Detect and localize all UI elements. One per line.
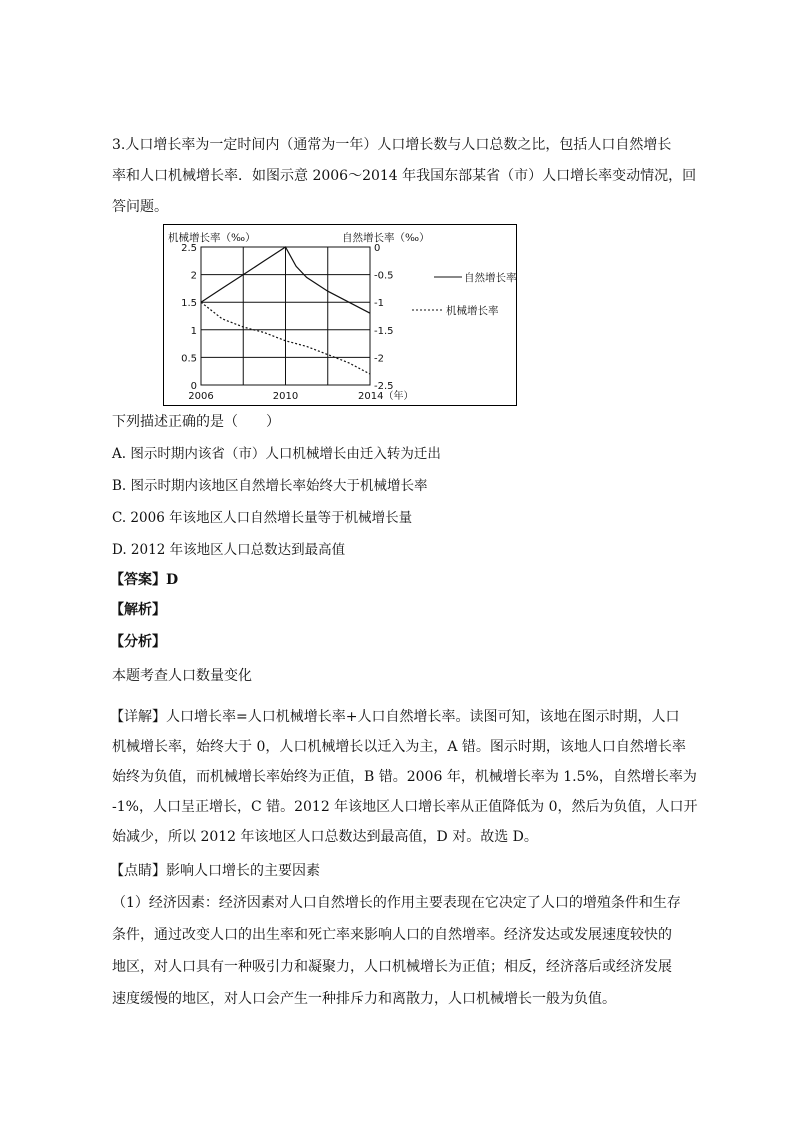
- detail-line-5: 始减少，所以 2012 年该地区人口总数达到最高值，D 对。故选 D。: [112, 829, 538, 845]
- x-tick-label: 2014（年）: [358, 391, 414, 402]
- detail-line-2: 机械增长率，始终大于 0，人口机械增长以迁入为主，A 错。图示时期，该地人口自然增长率: [112, 739, 686, 755]
- left-tick-label: 2.5: [181, 243, 197, 254]
- detail-line-1: 【详解】人口增长率=人口机械增长率+人口自然增长率。读图可知，该地在图示时期，人口: [110, 709, 680, 725]
- question-line-1: 3.人口增长率为一定时间内（通常为一年）人口增长数与人口总数之比，包括人口自然增长: [112, 137, 672, 153]
- tip-line-1: （1）经济因素：经济因素对人口自然增长的作用主要表现在它决定了人口的增殖条件和生存: [112, 895, 681, 911]
- right-tick-label: -0.5: [374, 270, 394, 282]
- right-tick-label: -1.5: [374, 325, 394, 337]
- left-axis-label: 机械增长率（‰）: [168, 232, 256, 244]
- tip-line-3: 地区，对人口具有一种吸引力和凝聚力，人口机械增长为正值；相反，经济落后或经济发展: [112, 959, 672, 975]
- tip-header: 【点睛】影响人口增长的主要因素: [110, 863, 320, 879]
- legend-migration-label: 机械增长率: [446, 305, 499, 317]
- right-axis-label: 自然增长率（‰）: [342, 232, 430, 244]
- fenxi-text: 本题考查人口数量变化: [112, 668, 252, 684]
- answer: 【答案】D: [110, 572, 179, 588]
- chart-svg: [164, 225, 516, 405]
- question-line-2: 率和人口机械增长率．如图示意 2006～2014 年我国东部某省（市）人口增长率变动情况，回: [112, 168, 697, 184]
- left-tick-label: 0: [190, 381, 197, 392]
- population-growth-chart: [163, 224, 517, 406]
- fenxi-header: 【分析】: [110, 634, 166, 650]
- question-prompt: 下列描述正确的是（ ）: [112, 414, 280, 430]
- detail-line-3: 始终为负值，而机械增长率始终为正值，B 错。2006 年，机械增长率为 1.5%，自然增长率为: [112, 769, 697, 785]
- tip-line-4: 速度缓慢的地区，对人口会产生一种排斥力和离散力，人口机械增长一般为负值。: [112, 991, 616, 1007]
- right-tick-label: -1: [374, 298, 384, 310]
- left-tick-label: 1: [190, 325, 197, 337]
- tip-line-2: 条件，通过改变人口的出生率和死亡率来影响人口的自然增率。经济发达或发展速度较快的: [112, 927, 672, 943]
- option-d: D. 2012 年该地区人口总数达到最高值: [112, 542, 346, 558]
- left-tick-label: 0.5: [181, 353, 197, 365]
- option-b: B. 图示时期内该地区自然增长率始终大于机械增长率: [112, 478, 428, 494]
- option-c: C. 2006 年该地区人口自然增长量等于机械增长量: [112, 510, 413, 526]
- legend-natural-label: 自然增长率: [464, 272, 516, 284]
- right-tick-label: -2: [374, 353, 384, 365]
- question-line-3: 答问题。: [112, 199, 168, 215]
- left-tick-label: 1.5: [181, 298, 197, 310]
- right-tick-label: 0: [374, 243, 381, 254]
- left-tick-label: 2: [190, 270, 197, 282]
- chart-grid: [201, 247, 370, 385]
- analysis-header: 【解析】: [110, 602, 166, 618]
- right-tick-label: -2.5: [374, 381, 394, 392]
- x-tick-label: 2010: [272, 391, 299, 402]
- x-tick-label: 2006: [188, 391, 214, 402]
- option-a: A. 图示时期内该省（市）人口机械增长由迁入转为迁出: [112, 446, 441, 462]
- detail-line-4: -1%，人口呈正增长，C 错。2012 年该地区人口增长率从正值降低为 0，然后为负值，人口开: [112, 799, 698, 815]
